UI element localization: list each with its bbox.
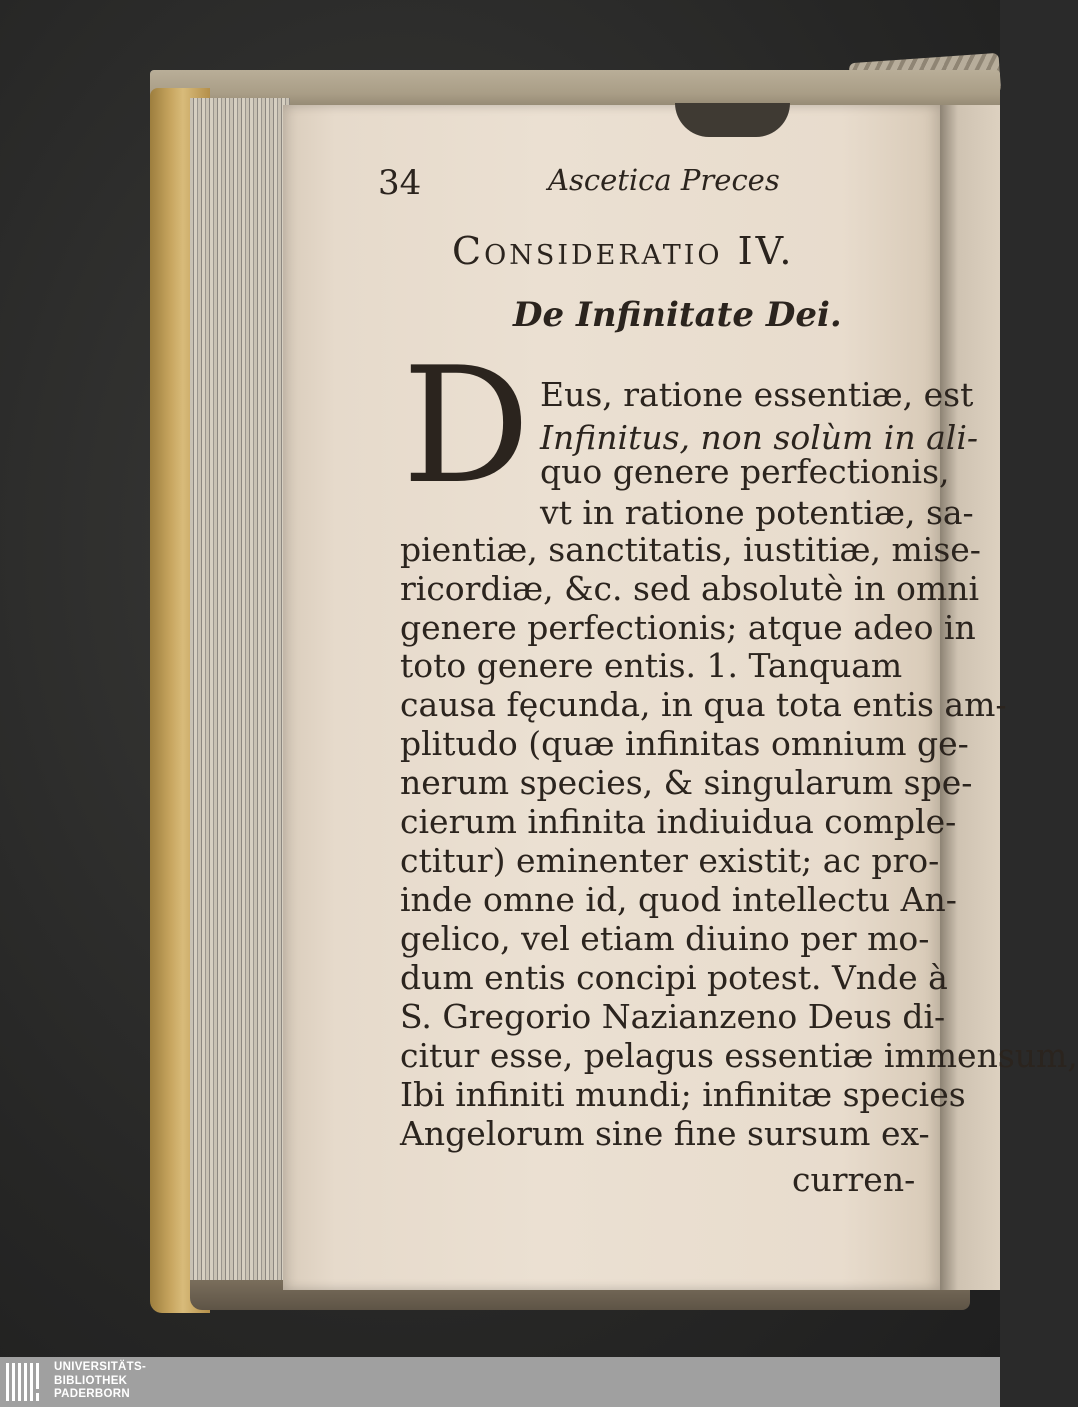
text-line: Angelorum sine fine sursum ex- (400, 1114, 930, 1153)
text-line: Eus, ratione essentiæ, est (540, 375, 974, 414)
page-edges (190, 98, 290, 1308)
text-line: S. Gregorio Nazianzeno Deus di- (400, 997, 946, 1036)
text-line: nerum species, & singularum spe- (400, 763, 973, 802)
logo-line-2: BIBLIOTHEK (54, 1374, 128, 1387)
logo-line-3: PADERBORN (54, 1388, 130, 1400)
chapter-subheading: De Infinitate Dei. (513, 295, 842, 335)
footer-bar (0, 1357, 1000, 1407)
text-line: gelico, vel etiam diuino per mo- (400, 919, 930, 958)
text-line: Infinitus, non solùm in ali- (540, 418, 979, 457)
text-line: ctitur) eminenter existit; ac pro- (400, 841, 940, 880)
text-line: vt in ratione potentiæ, sa- (540, 493, 974, 532)
drop-cap: D (402, 332, 531, 519)
text-line: Ibi infiniti mundi; infinitæ species (400, 1075, 966, 1114)
running-title: Ascetica Preces (548, 163, 780, 197)
logo-line-1: UNIVERSITÄTS- (54, 1361, 147, 1373)
text-line: cierum infinita indiuidua comple- (400, 802, 957, 841)
page-number: 34 (378, 163, 422, 203)
text-line: inde omne id, quod intellectu An- (400, 880, 957, 919)
text-line: toto genere entis. 1. Tanquam (400, 646, 903, 685)
text-line: pientiæ, sanctitatis, iustitiæ, mise- (400, 530, 981, 569)
text-line: dum entis concipi potest. Vnde à (400, 958, 948, 997)
text-line: quo genere perfectionis, (540, 452, 950, 491)
text-line: genere perfectionis; atque adeo in (400, 608, 976, 647)
catchword: curren- (792, 1160, 916, 1199)
text-line: ricordiæ, &c. sed absolutè in omni (400, 569, 979, 608)
page-tab-notch (675, 103, 790, 137)
library-logo-icon (6, 1363, 46, 1401)
text-line: citur esse, pelagus essentiæ immensum, (400, 1036, 1078, 1075)
text-line: causa fęcunda, in qua tota entis am- (400, 685, 1007, 724)
chapter-heading: Consideratio IV. (452, 229, 795, 273)
text-line: plitudo (quæ infinitas omnium ge- (400, 724, 969, 763)
library-logo-text (54, 1361, 146, 1402)
